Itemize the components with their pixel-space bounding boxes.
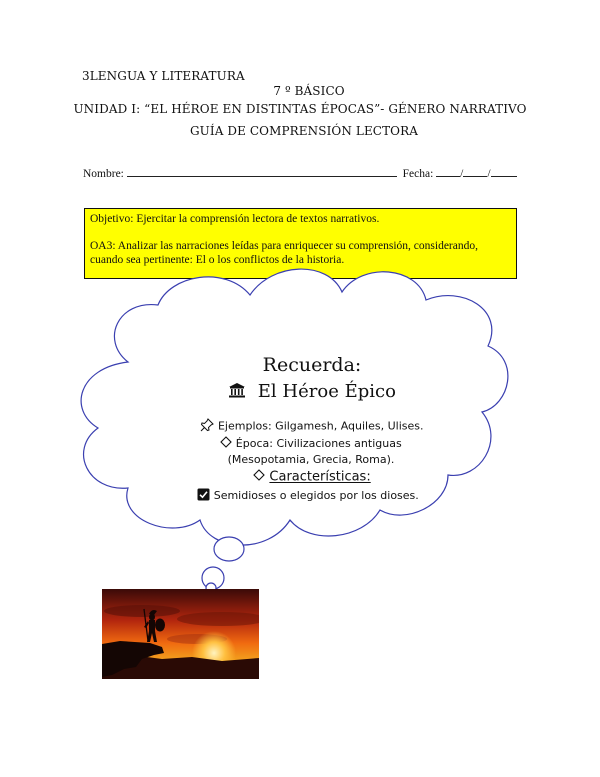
hero-title-text: El Héroe Épico xyxy=(257,381,396,402)
objective-text: Objetivo: Ejercitar la comprensión lectora de textos narrativos. xyxy=(90,213,380,225)
classical-building-icon xyxy=(228,382,246,403)
examples-text: Ejemplos: Gilgamesh, Aquiles, Ulises. xyxy=(217,419,424,433)
check-box-icon xyxy=(197,488,210,504)
epoch-text-line2: (Mesopotamia, Grecia, Roma). xyxy=(227,453,395,466)
spartan-warrior-image xyxy=(102,589,259,679)
guide-title: GUÍA DE COMPRENSIÓN LECTORA xyxy=(189,124,419,138)
characteristic-item xyxy=(0,488,600,504)
epoch-line xyxy=(0,436,600,467)
date-separator: / xyxy=(487,168,491,180)
diamond-icon xyxy=(253,469,265,485)
epoch-text-line1: Época: Civilizaciones antiguas xyxy=(235,437,402,450)
examples-line xyxy=(0,418,600,435)
date-separator: / xyxy=(460,168,464,180)
characteristics-heading xyxy=(0,469,600,485)
characteristic-item-text: Semidioses o elegidos por los dioses. xyxy=(213,489,419,502)
diamond-icon xyxy=(220,436,232,452)
date-label: Fecha: xyxy=(402,168,434,180)
characteristics-label: Características: xyxy=(269,469,371,485)
thought-bubble-large xyxy=(214,537,244,561)
grade-level: 7 º BÁSICO xyxy=(273,84,345,98)
cloud-title xyxy=(0,381,600,403)
pushpin-icon xyxy=(200,418,214,435)
oa3-text: OA3: Analizar las narraciones leídas para enriquecer su comprensión, considerando, cuando sea pertinente: El o los conflictos de la historia. xyxy=(90,239,478,266)
cloud-heading: Recuerda: xyxy=(262,354,362,376)
school-subject-line: 3LENGUA Y LITERATURA xyxy=(82,69,245,83)
unit-title: UNIDAD I: “EL HÉROE EN DISTINTAS ÉPOCAS”- GÉNERO NARRATIVO xyxy=(73,102,527,116)
name-label: Nombre: xyxy=(83,168,124,180)
